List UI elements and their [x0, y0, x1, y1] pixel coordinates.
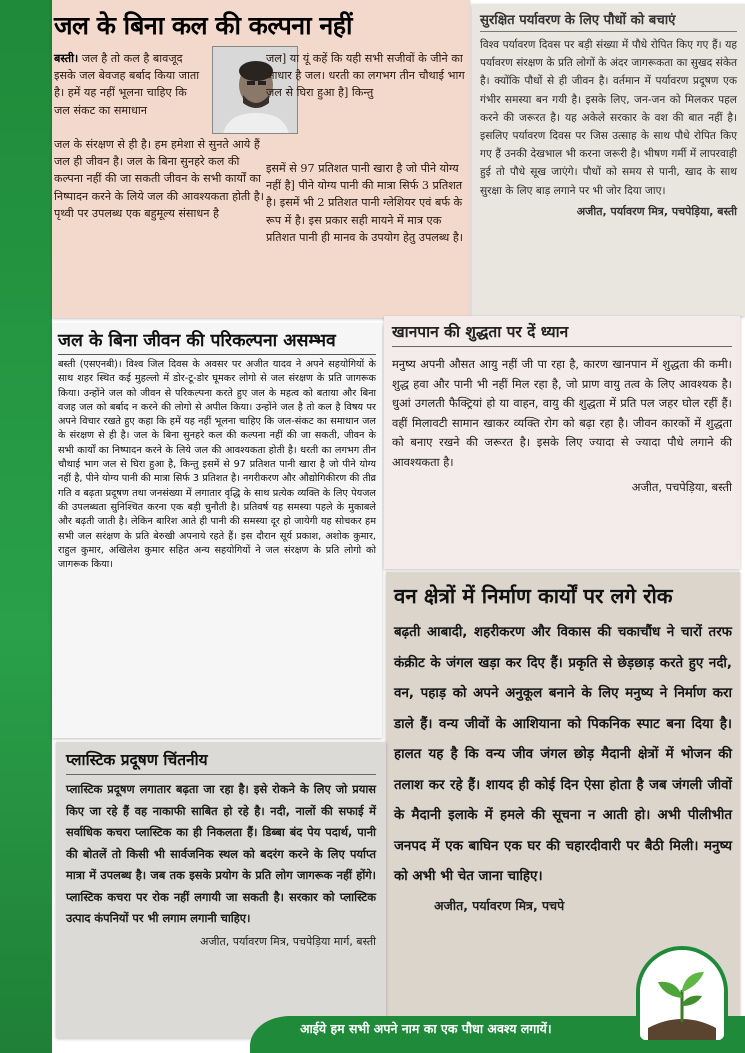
headline: प्लास्टिक प्रदूषण चिंतनीय	[66, 748, 376, 775]
headline: वन क्षेत्रों में निर्माण कार्यों पर लगे रोक	[394, 584, 673, 608]
left-green-bar	[0, 0, 52, 1053]
article-text-left	[54, 50, 206, 119]
headline: खानपान की शुद्धता पर दें ध्यान	[392, 320, 732, 347]
article-text: प्लास्टिक प्रदूषण लगातार बढ़ता जा रहा है। इसे रोकने के लिए जो प्रयास किए जा रहे हैं वह नाकाफी साबित हो रहे है। नदी, नालों की सफाई में सर्वाधिक कचरा प्लास्टिक का ही निकलता हैं। डिब्बा बंद पेय पदार्थ, पानी की बोतलें तो किसी भी सार्वजनिक स्थल को बदरंग करने के लिए पर्याप्त मात्रा में उपलब्ध है। जब तक इसके प्रयोग के प्रति लोग जागरूक नहीं होंगे। प्लास्टिक कचरा पर रोक नहीं लगायी जा सकती है। सरकार को प्लास्टिक उत्पाद कंपनियों पर भी लगाम लगानी चाहिए।	[66, 782, 377, 925]
banner-text: आईये हम सभी अपने नाम का एक पौधा अवश्य लगायें।	[300, 1021, 552, 1036]
article-text: बढ़ती आबादी, शहरीकरण और विकास की चकाचौंध ने चारों तरफ कंक्रीट के जंगल खड़ा कर दिए हैं। प्रकृति से छेड़छाड़ करते हुए नदी, वन, पहाड़ को अपने अनुकूल बनाने के लिए मनुष्य ने निर्माण करा डाले हैं। वन्य जीवों के आशियाना को पिकनिक स्पाट बना दिया है। हालत यह है कि वन्य जीव जंगल छोड़ मैदानी क्षेत्रों में भोजन की तलाश कर रहे हैं। शायद ही कोई दिन ऐसा होता है जब जंगली जीवों के मैदानी इलाके में हमले की सूचना न आती हो। अभी पीलीभीत जनपद में एक बाघिन एक घर की चहारदीवारी पर बैठी मिली। मनुष्य को अभी भी चेत जाना चाहिए।	[394, 625, 732, 884]
headline: जल के बिना जीवन की परिकल्पना असम्भव	[58, 328, 376, 355]
clipping-life-without-water	[52, 324, 382, 738]
article-text-left-2: जल के संरक्षण से ही है। हम हमेशा से सुनते आये हैं जल ही जीवन है। जल के बिना सुनहरे कल की कल्पना नहीं की जा सकती जीवन के सभी कार्यों का निष्पादन करने के लिये जल की आवश्यकता होती है। पृथ्वी पर उपलब्ध एक बहुमूल्य संसाधन है	[54, 138, 264, 220]
article-text: बस्ती (एसएनबी)। विश्व जिल दिवस के अवसर पर अजीत यादव ने अपने सहयोगियों के साथ शहर स्थित कई मुहल्लो में डोर-टू-डोर घूमकर लोगो से जल संरक्षण के प्रति जागरूक किया। उन्होंने जल को जीवन से परिकल्पना करते हुए जल के महत्व को बताया और बिना वजह जल को बर्बाद न करने की लोगो से अपील किया। उन्होंने जल है तो कल है विषय पर अपने विचार रखते हुए कहा कि हमें यह नहीं भूलना चाहिए कि जल-संकट का समाधान जल के संरक्षण से ही है। जल के बिना सुनहरे कल की कल्पना नहीं की जा सकती, जीवन के सभी कार्यों का निष्पादन करने के लिये जल की आवश्यकता होती है। धरती का लगभग तीन चौथाई भाग जल से घिरा हुआ है, किन्तु इसमें से 97 प्रतिशत पानी खारा है जो पीने योग्य नहीं है, पीने योग्य पानी की मात्रा सिर्फ 3 प्रतिशत है। नगरीकरण और औद्योगिकीरण की तीव्र गति व बढ़ता प्रदूषण तथा जनसंख्या में लगातार वृद्धि के साथ प्रत्येक व्यक्ति के लिए पेयजल की उपलब्धता सुनिश्चित करना एक बड़ी चुनौती है। प्रतिवर्ष यह समस्या पहले के मुकाबले और बढ़ती जाती है। लेकिन बारिश आते ही पानी की समस्या दूर हो जायेगी यह सोचकर हम सभी जल सरंक्षण के प्रति बेरुखी अपनाये रहते हैं। इस दौरान सूर्य प्रकाश, अशोक कुमार, राहुल कुमार, अखिलेश कुमार सहित अन्य सहयोगियों ने जल संरक्षण के प्रति लोगो को जागरूक किया।	[58, 359, 376, 571]
signature: अजीत, पर्यावरण मित्र, पचपेड़िया मार्ग, बस्ती	[200, 934, 376, 948]
signature: अजीत, पर्यावरण मित्र, पचपेड़िया, बस्ती	[576, 204, 737, 218]
headline: जल के बिना कल की कल्पना नहीं	[54, 11, 352, 40]
clipping-plastic-pollution	[56, 742, 386, 1038]
article-text: विश्व पर्यावरण दिवस पर बड़ी संख्या में पौधे रोपित किए गए हैं। यह पर्यावरण संरक्षण के प्रति लोगों के अंदर जागरूकता का सुखद संकेत है। क्योंकि पौधों से ही जीवन है। वर्तमान में पर्यावरण प्रदूषण एक गंभीर समस्या बन गयी है। इसके लिए, जन-जन को मिलकर पहल करने की जरूरत है। यह अकेले सरकार के वश की बात नहीं है। इसलिए पर्यावरण दिवस पर जिस उत्साह के साथ पौधे रोपित किए गए हैं उनकी देखभाल भी करना जरूरी है। भीषण गर्मी में लापरवाही हुई तो पौधे सूख जाएंगे। पौधों को समय से पानी, खाद के साथ सुरक्षा के लिए बाड़ लगाने पर भी जोर दिया जाए।	[480, 39, 737, 197]
headline: सुरक्षित पर्यावरण के लिए पौधों को बचाएं	[480, 10, 737, 32]
article-text-right-2: इसमें से 97 प्रतिशत पानी खारा है जो पीने योग्य नहीं है] पीने योग्य पानी की मात्रा सिर्फ 3 प्रतिशत है। इसमें भी 2 प्रतिशत पानी ग्लेशियर एवं बर्फ के रूप में है। इस प्रकार सही मायने में मात्र एक प्रतिशत पानी ही मानव के उपयोग हेतु उपलब्ध है।	[266, 162, 464, 244]
signature: अजीत, पर्यावरण मित्र, पचपे	[434, 897, 565, 913]
clipping-food-purity	[384, 316, 740, 569]
article-text-right: जल] या यूं कहें कि यही सभी सजीवों के जीने का आधार है जल। धरती का लगभग तीन चौथाई भाग जल से घिरा हुआ है] किन्तु	[266, 52, 465, 100]
clipping-save-plants	[472, 4, 745, 316]
dateline: बस्ती।	[54, 51, 79, 65]
sapling-icon	[636, 946, 728, 1044]
signature: अजीत, पचपेड़िया, बस्ती	[631, 480, 732, 494]
clipping-water-future	[52, 0, 470, 318]
article-text: मनुष्य अपनी औसत आयु नहीं जी पा रहा है, कारण खानपान में शुद्धता की कमी। शुद्ध हवा और पानी भी नहीं मिल रहा है, जो प्राण वायु तत्व के लिए आवश्यक है। धुआं उगलती फैक्ट्रियां हो या वाहन, वायु की शुद्धता में प्रति पल जहर घोल रहीं हैं। वहीं मिलावटी सामान खाकर व्यक्ति रोग को बढ़ा रहा है। जीवन कारकों में शुद्धता को बनाए रखने की जरूरत है। इसके लिए ज्यादा से ज्यादा पौधे लगाने की आवश्यकता है।	[392, 357, 732, 469]
article-text: जल है तो कल है बावजूद इसके जल बेवजह बर्बाद किया जाता है। हमें यह नहीं भूलना चाहिए कि जल संकट का समाधान	[54, 52, 200, 117]
